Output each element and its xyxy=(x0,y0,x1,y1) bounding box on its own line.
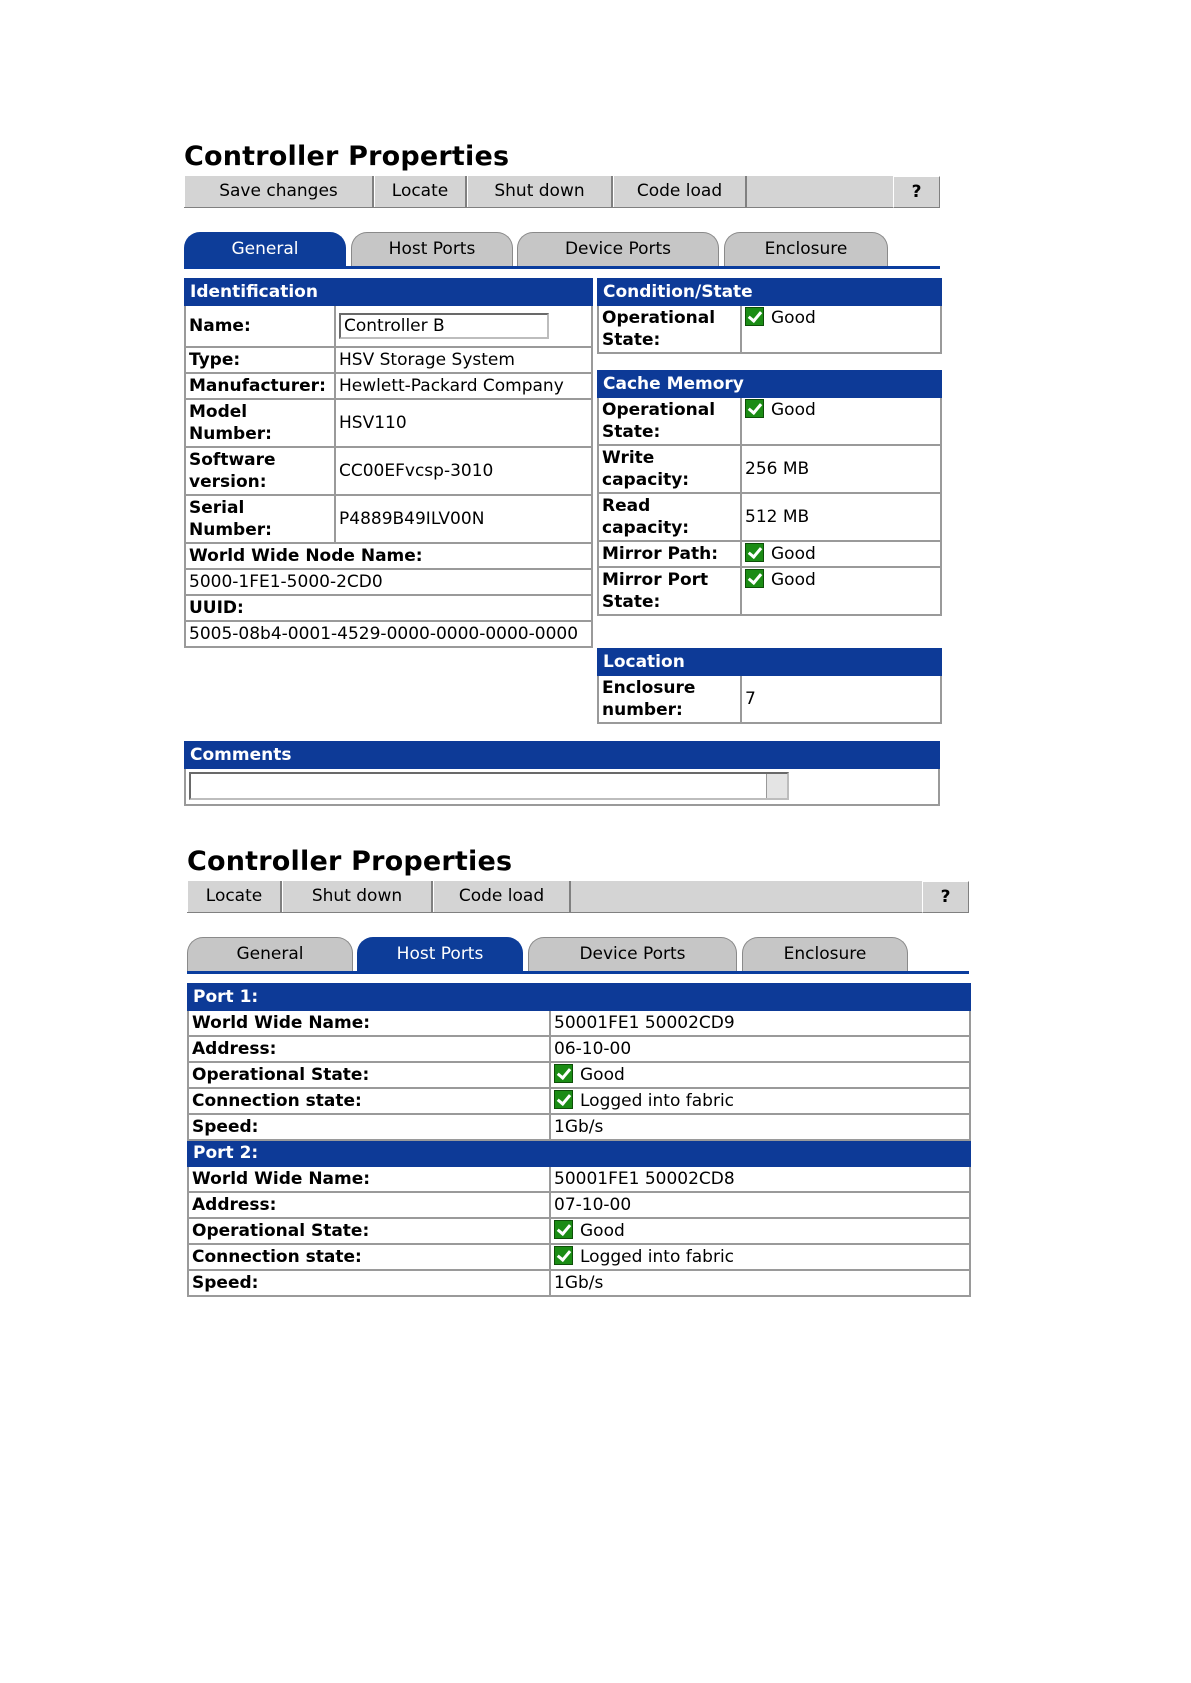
port-field-label: World Wide Name: xyxy=(188,1010,550,1036)
mirror-path-cell xyxy=(741,541,941,567)
serial-number-label: Serial Number: xyxy=(185,495,335,543)
locate-button[interactable]: Locate xyxy=(187,881,282,912)
table-row xyxy=(188,1114,970,1140)
port-field-cell xyxy=(550,1244,970,1270)
port-field-cell xyxy=(550,1270,970,1296)
location-table xyxy=(597,648,942,724)
port-field-value: 1Gb/s xyxy=(554,1273,604,1293)
page-title: Controller Properties xyxy=(184,141,510,172)
host-ports-table xyxy=(187,983,971,1297)
write-capacity-value: 256 MB xyxy=(741,445,941,493)
green-check-icon xyxy=(554,1220,573,1239)
port-field-cell xyxy=(550,1218,970,1244)
port-field-cell xyxy=(550,1088,970,1114)
port-field-cell xyxy=(550,1114,970,1140)
type-label: Type: xyxy=(185,347,335,373)
green-check-icon xyxy=(745,399,764,418)
uuid-value: 5005-08b4-0001-4529-0000-0000-0000-0000 xyxy=(185,621,592,647)
table-row xyxy=(188,1192,970,1218)
mirror-port-state-cell xyxy=(741,567,941,615)
condition-op-state-cell xyxy=(741,305,941,353)
port-field-label: Operational State: xyxy=(188,1218,550,1244)
type-value: HSV Storage System xyxy=(335,347,592,373)
help-button[interactable]: ? xyxy=(893,176,940,208)
toolbar xyxy=(184,176,940,208)
code-load-button[interactable]: Code load xyxy=(613,176,747,207)
mirror-port-state-label: Mirror Port State: xyxy=(598,567,741,615)
tab-enclosure[interactable]: Enclosure xyxy=(742,937,908,971)
table-row xyxy=(188,1218,970,1244)
green-check-icon xyxy=(554,1090,573,1109)
cache-memory-header: Cache Memory xyxy=(598,371,941,397)
port-field-label: Speed: xyxy=(188,1270,550,1296)
comments-textarea[interactable] xyxy=(189,772,789,800)
controller-properties-host-ports-panel xyxy=(187,845,969,1293)
model-number-label: Model Number: xyxy=(185,399,335,447)
tab-bar xyxy=(187,933,969,974)
controller-properties-general-panel xyxy=(184,140,940,765)
read-capacity-label: Read capacity: xyxy=(598,493,741,541)
table-row xyxy=(188,1270,970,1296)
tab-device-ports[interactable]: Device Ports xyxy=(517,232,719,266)
identification-header: Identification xyxy=(185,279,592,305)
serial-number-value: P4889B49ILV00N xyxy=(335,495,592,543)
name-input[interactable]: Controller B xyxy=(339,313,549,339)
help-button[interactable]: ? xyxy=(922,881,969,913)
tab-bar xyxy=(184,228,940,269)
cache-op-state-value: Good xyxy=(771,400,816,420)
table-row xyxy=(188,1010,970,1036)
condition-op-state-label: Operational State: xyxy=(598,305,741,353)
model-number-value: HSV110 xyxy=(335,399,592,447)
port-field-cell xyxy=(550,1192,970,1218)
table-row xyxy=(188,1244,970,1270)
port-field-value: 07-10-00 xyxy=(554,1195,632,1215)
location-header: Location xyxy=(598,649,941,675)
cache-op-state-label: Operational State: xyxy=(598,397,741,445)
table-row xyxy=(188,1088,970,1114)
port-field-value: Good xyxy=(580,1221,625,1241)
port-field-cell xyxy=(550,1036,970,1062)
port-2-header: Port 2: xyxy=(188,1140,970,1166)
toolbar xyxy=(187,881,969,913)
green-check-icon xyxy=(554,1246,573,1265)
shut-down-button[interactable]: Shut down xyxy=(467,176,613,207)
green-check-icon xyxy=(554,1064,573,1083)
port-field-cell xyxy=(550,1166,970,1192)
port-field-value: 50001FE1 50002CD8 xyxy=(554,1169,735,1189)
condition-state-header: Condition/State xyxy=(598,279,941,305)
table-row xyxy=(188,1166,970,1192)
mirror-port-state-value: Good xyxy=(771,570,816,590)
green-check-icon xyxy=(745,307,764,326)
shut-down-button[interactable]: Shut down xyxy=(282,881,433,912)
write-capacity-label: Write capacity: xyxy=(598,445,741,493)
enclosure-number-label: Enclosure number: xyxy=(598,675,741,723)
wwnn-label: World Wide Node Name: xyxy=(185,543,592,569)
identification-table xyxy=(184,278,593,648)
cache-memory-table xyxy=(597,370,942,616)
software-version-value: CC00EFvcsp-3010 xyxy=(335,447,592,495)
tab-general[interactable]: General xyxy=(187,937,353,971)
tab-host-ports[interactable]: Host Ports xyxy=(351,232,513,266)
port-1-header: Port 1: xyxy=(188,984,970,1010)
comments-table xyxy=(184,741,940,806)
code-load-button[interactable]: Code load xyxy=(433,881,571,912)
port-field-value: Logged into fabric xyxy=(580,1091,735,1111)
port-field-value: 50001FE1 50002CD9 xyxy=(554,1013,735,1033)
save-changes-button[interactable]: Save changes xyxy=(184,176,374,207)
uuid-label: UUID: xyxy=(185,595,592,621)
table-row xyxy=(188,1036,970,1062)
tab-device-ports[interactable]: Device Ports xyxy=(528,937,737,971)
wwnn-value: 5000-1FE1-5000-2CD0 xyxy=(185,569,592,595)
enclosure-number-value: 7 xyxy=(741,675,941,723)
condition-state-table xyxy=(597,278,942,354)
comments-header: Comments xyxy=(185,742,939,768)
table-row xyxy=(188,1062,970,1088)
page-title: Controller Properties xyxy=(187,846,513,877)
green-check-icon xyxy=(745,543,764,562)
port-field-value: Logged into fabric xyxy=(580,1247,735,1267)
manufacturer-value: Hewlett-Packard Company xyxy=(335,373,592,399)
port-field-label: Address: xyxy=(188,1036,550,1062)
port-field-label: Speed: xyxy=(188,1114,550,1140)
name-label: Name: xyxy=(185,305,335,347)
comments-scrollbar[interactable] xyxy=(766,774,787,798)
software-version-label: Software version: xyxy=(185,447,335,495)
read-capacity-value: 512 MB xyxy=(741,493,941,541)
green-check-icon xyxy=(745,569,764,588)
tab-enclosure[interactable]: Enclosure xyxy=(724,232,888,266)
tab-general[interactable]: General xyxy=(184,232,346,266)
mirror-path-label: Mirror Path: xyxy=(598,541,741,567)
port-field-label: Operational State: xyxy=(188,1062,550,1088)
port-field-cell xyxy=(550,1062,970,1088)
port-field-value: 1Gb/s xyxy=(554,1117,604,1137)
cache-op-state-cell xyxy=(741,397,941,445)
port-field-label: Connection state: xyxy=(188,1088,550,1114)
port-field-value: Good xyxy=(580,1065,625,1085)
tab-host-ports[interactable]: Host Ports xyxy=(357,937,523,971)
port-field-label: Connection state: xyxy=(188,1244,550,1270)
port-field-label: Address: xyxy=(188,1192,550,1218)
condition-op-state-value: Good xyxy=(771,308,816,328)
port-field-label: World Wide Name: xyxy=(188,1166,550,1192)
mirror-path-value: Good xyxy=(771,544,816,564)
locate-button[interactable]: Locate xyxy=(374,176,467,207)
port-field-cell xyxy=(550,1010,970,1036)
manufacturer-label: Manufacturer: xyxy=(185,373,335,399)
port-field-value: 06-10-00 xyxy=(554,1039,632,1059)
